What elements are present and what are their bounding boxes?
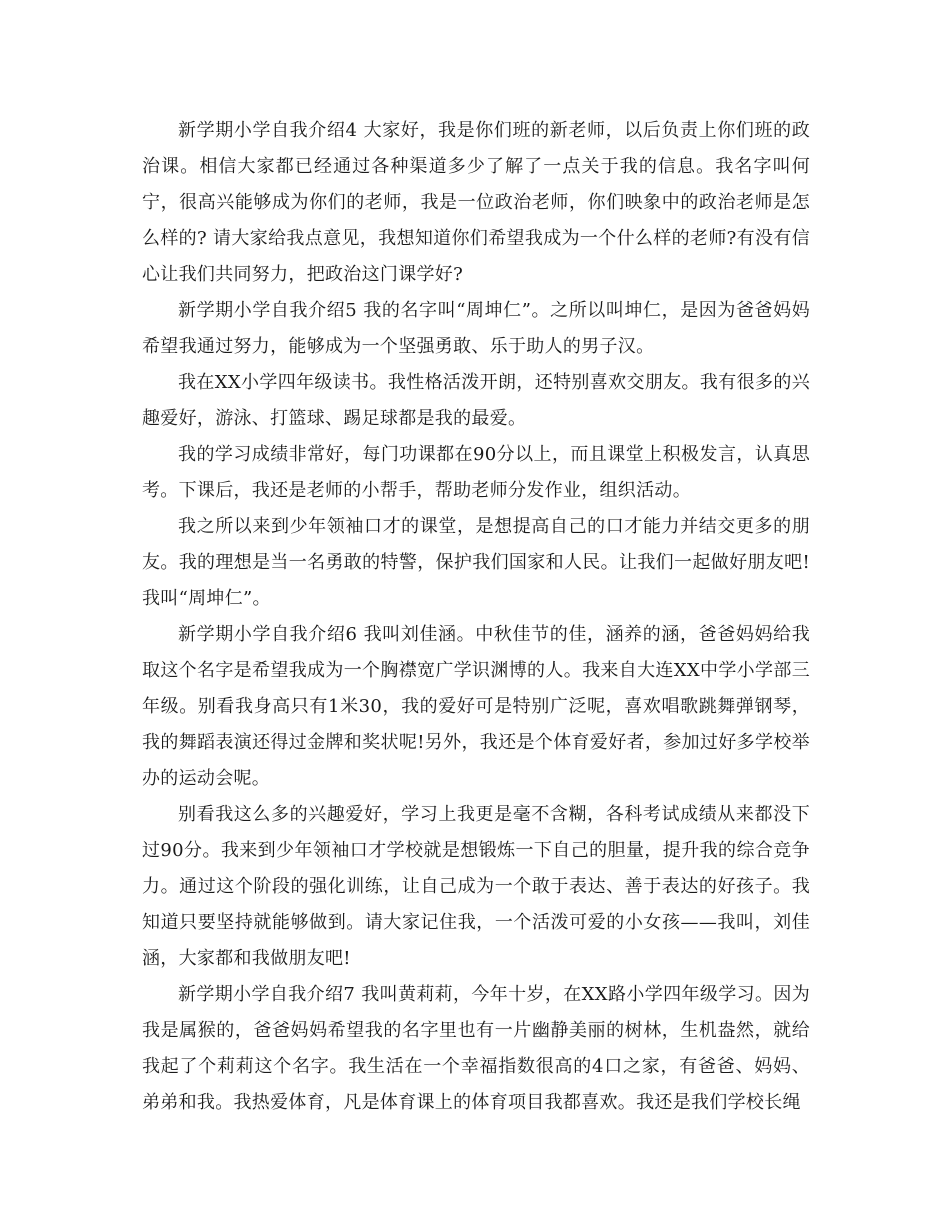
paragraph-3: 我在XX小学四年级读书。我性格活泼开朗，还特别喜欢交朋友。我有很多的兴趣爱好，游泳、打篮球、踢足球都是我的最爱。	[142, 372, 810, 429]
document-body	[142, 113, 810, 1121]
paragraph-4: 我的学习成绩非常好，每门功课都在90分以上，而且课堂上积极发言，认真思考。下课后，我还是老师的小帮手，帮助老师分发作业，组织活动。	[142, 444, 810, 501]
paragraph-8: 新学期小学自我介绍7 我叫黄莉莉，今年十岁，在XX路小学四年级学习。因为我是属猴的，爸爸妈妈希望我的名字里也有一片幽静美丽的树林，生机盎然，就给我起了个莉莉这个名字。我生活在一个幸福指数很高的4口之家，有爸爸、妈妈、弟弟和我。我热爱体育，凡是体育课上的体育项目我都喜欢。我还是我们学校长绳	[142, 984, 810, 1113]
paragraph-7: 别看我这么多的兴趣爱好，学习上我更是毫不含糊，各科考试成绩从来都没下过90分。我来到少年领袖口才学校就是想锻炼一下自己的胆量，提升我的综合竞争力。通过这个阶段的强化训练，让自己成为一个敢于表达、善于表达的好孩子。我知道只要坚持就能够做到。请大家记住我，一个活泼可爱的小女孩——我叫，刘佳涵，大家都和我做朋友吧!	[142, 804, 810, 969]
paragraph-5: 我之所以来到少年领袖口才的课堂，是想提高自己的口才能力并结交更多的朋友。我的理想是当一名勇敢的特警，保护我们国家和人民。让我们一起做好朋友吧!我叫“周坤仁”。	[142, 516, 810, 609]
paragraph-2: 新学期小学自我介绍5 我的名字叫“周坤仁”。之所以叫坤仁，是因为爸爸妈妈希望我通过努力，能够成为一个坚强勇敢、乐于助人的男子汉。	[142, 300, 810, 357]
paragraph-1: 新学期小学自我介绍4 大家好，我是你们班的新老师，以后负责上你们班的政治课。相信大家都已经通过各种渠道多少了解了一点关于我的信息。我名字叫何宁，很高兴能够成为你们的老师，我是一位政治老师，你们映象中的政治老师是怎么样的? 请大家给我点意见，我想知道你们希望我成为一个什么样的老师?有没有信心让我们共同努力，把政治这门课学好?	[142, 120, 810, 285]
paragraph-6: 新学期小学自我介绍6 我叫刘佳涵。中秋佳节的佳，涵养的涵，爸爸妈妈给我取这个名字是希望我成为一个胸襟宽广学识渊博的人。我来自大连XX中学小学部三年级。别看我身高只有1米30，我的爱好可是特别广泛呢，喜欢唱歌跳舞弹钢琴，我的舞蹈表演还得过金牌和奖状呢!另外，我还是个体育爱好者，参加过好多学校举办的运动会呢。	[142, 624, 810, 789]
